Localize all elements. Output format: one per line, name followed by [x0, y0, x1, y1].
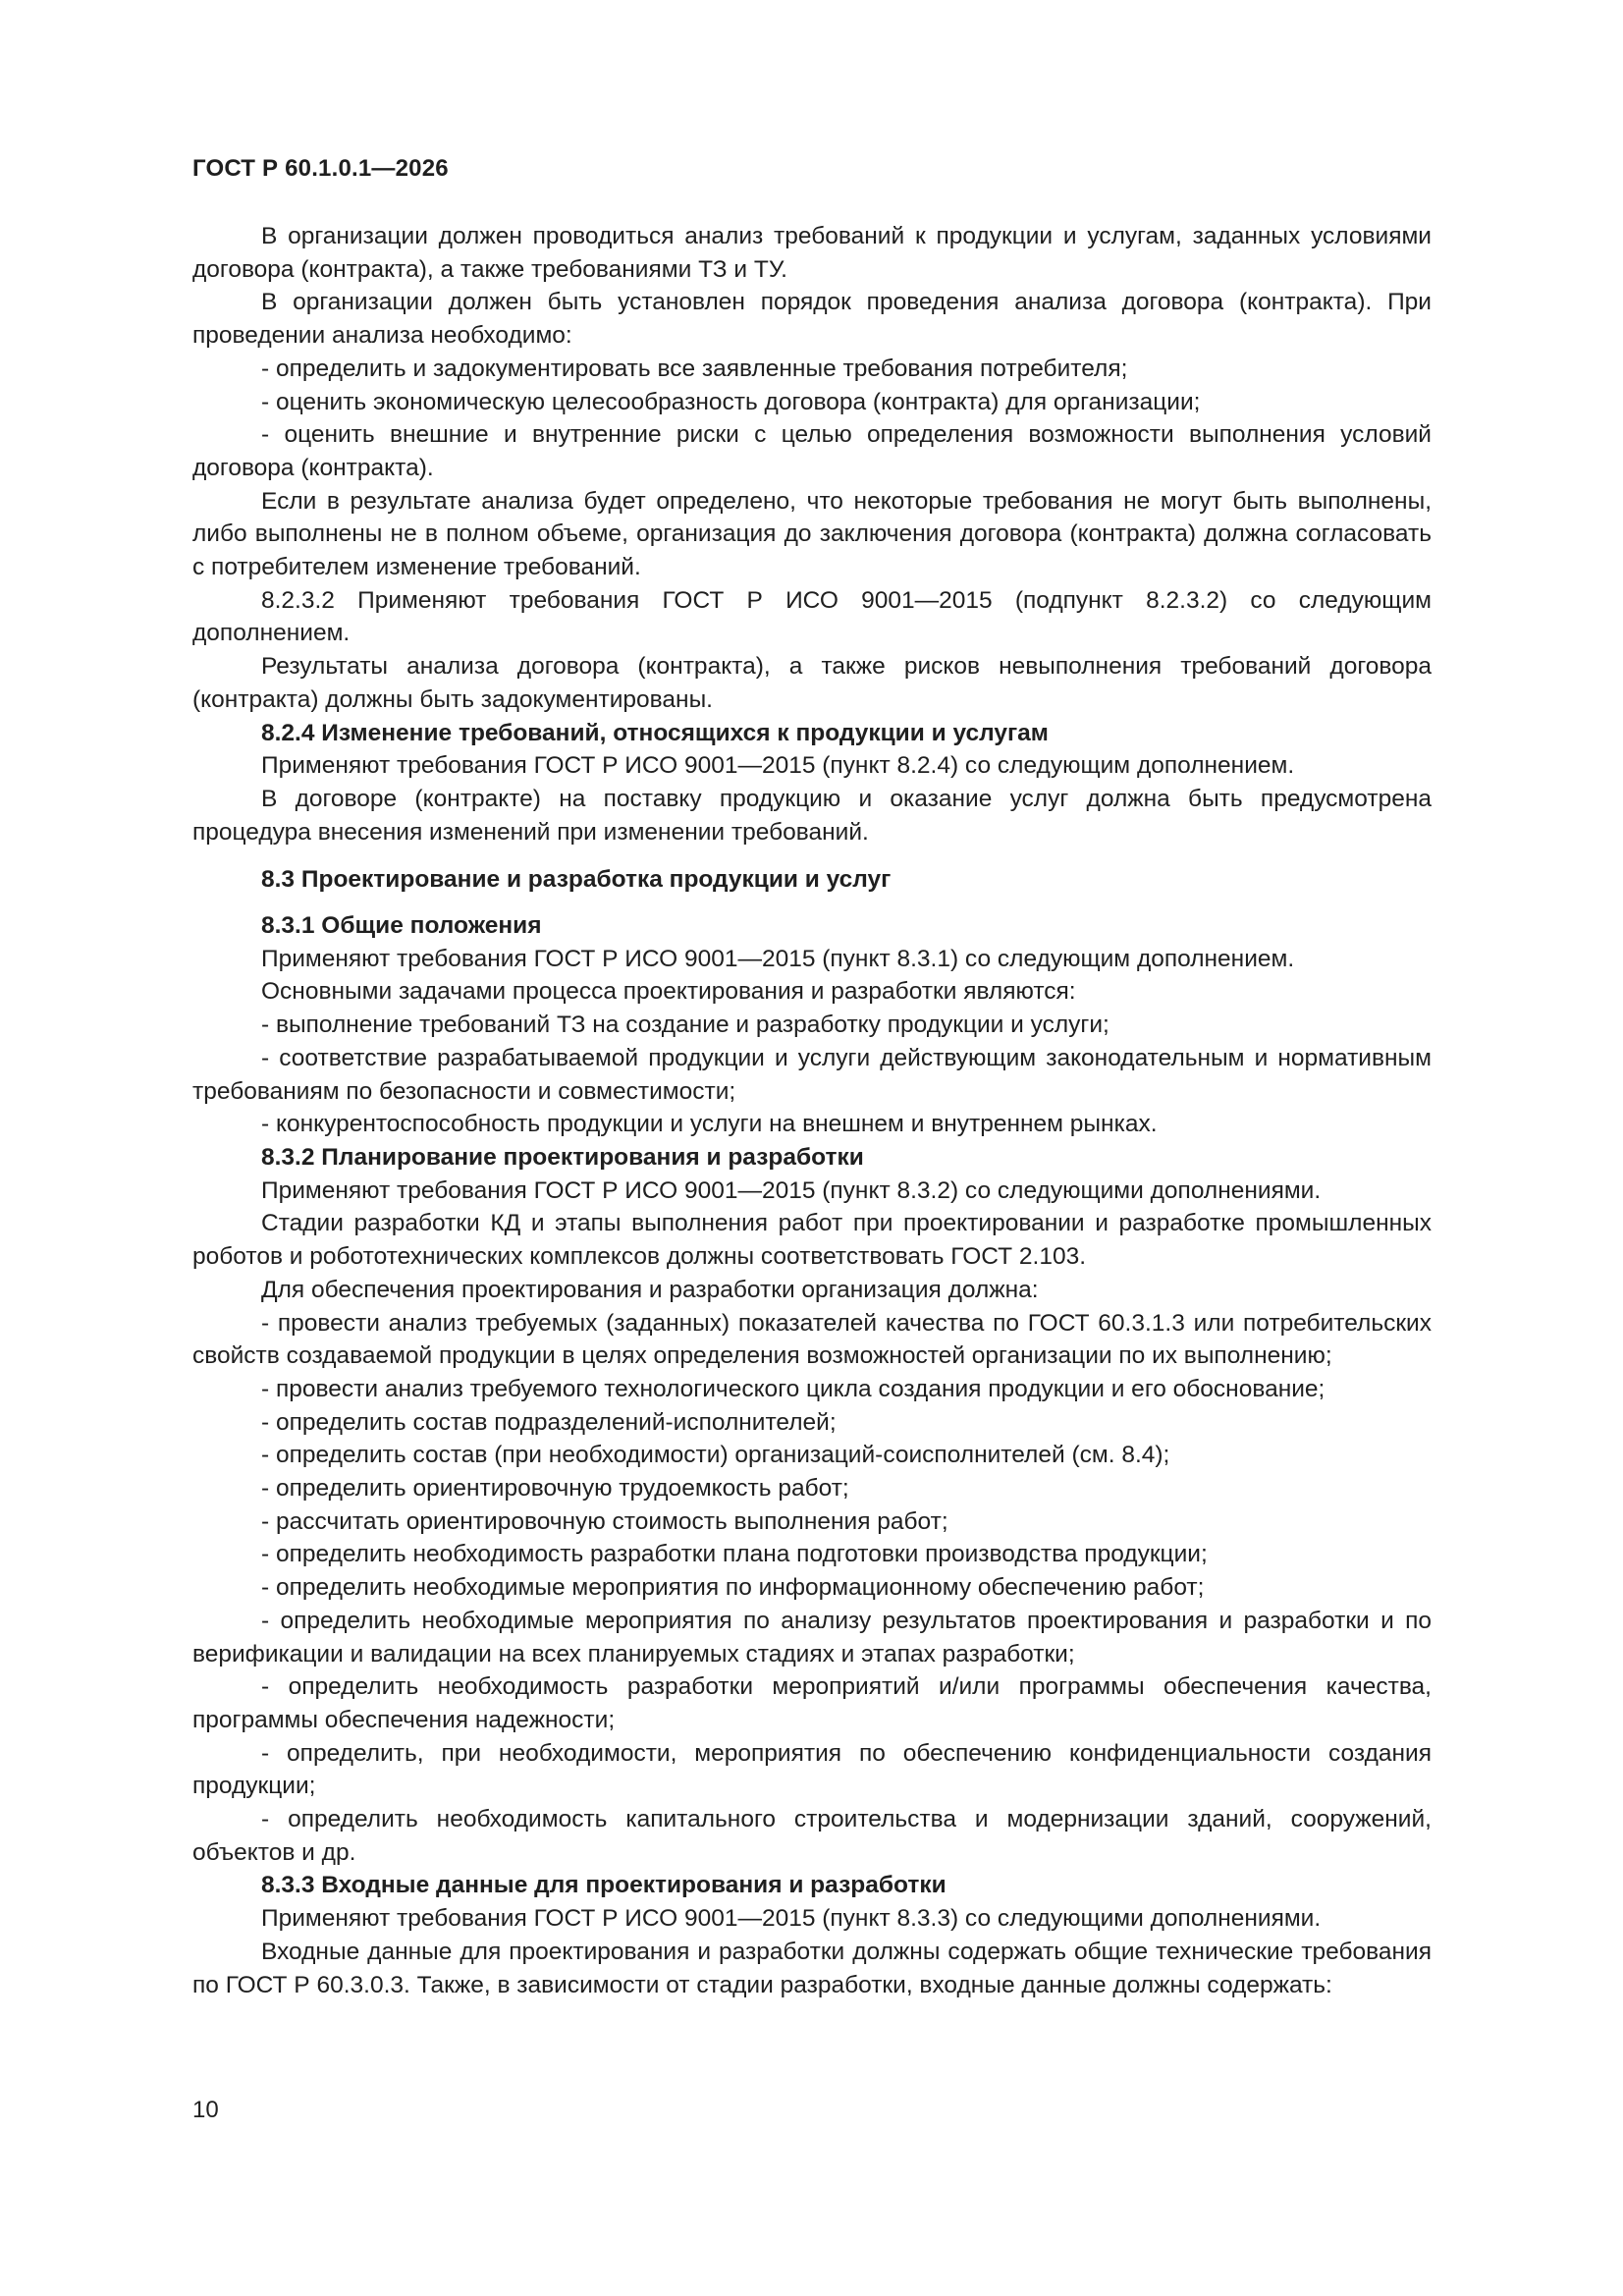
paragraph: В договоре (контракте) на поставку продукцию и оказание услуг должна быть предусмотрена процедура внесения изменений при изменении требований. — [192, 785, 1432, 846]
list-item: - определить необходимость капитального строительства и модернизации зданий, сооружений, объектов и др. — [192, 1806, 1432, 1866]
list-item: - рассчитать ориентировочную стоимость выполнения работ; — [261, 1507, 948, 1535]
list-item: - определить необходимость разработки мероприятий и/или программы обеспечения качества, программы обеспечения надежности; — [192, 1673, 1432, 1733]
list-item: - определить необходимые мероприятия по информационному обеспечению работ; — [261, 1574, 1205, 1602]
paragraph: 8.2.3.2 Применяют требования ГОСТ Р ИСО 9001—2015 (подпункт 8.2.3.2) со следующим дополнением. — [192, 586, 1432, 647]
paragraph: Стадии разработки КД и этапы выполнения работ при проектировании и разработке промышленных роботов и робототехнических комплексов должны соответствовать ГОСТ 2.103. — [192, 1210, 1432, 1271]
section-heading-8-2-4: 8.2.4 Изменение требований, относящихся к продукции и услугам — [261, 719, 1049, 746]
list-item: - определить, при необходимости, мероприятия по обеспечению конфиденциальности создания продукции; — [192, 1739, 1432, 1800]
list-item: - оценить внешние и внутренние риски с целью определения возможности выполнения условий договора (контракта). — [192, 421, 1432, 481]
list-item: - провести анализ требуемых (заданных) показателей качества по ГОСТ 60.3.1.3 или потребительских свойств создаваемой продукции в целях определения возможностей организации по их выполнению; — [192, 1309, 1432, 1370]
list-item: - выполнение требований ТЗ на создание и разработку продукции и услуги; — [261, 1011, 1109, 1039]
page-number: 10 — [192, 2097, 219, 2123]
list-item: - конкурентоспособность продукции и услуги на внешнем и внутреннем рынках. — [261, 1111, 1158, 1138]
paragraph: Результаты анализа договора (контракта), а также рисков невыполнения требований договора (контракта) должны быть задокументированы. — [192, 653, 1432, 713]
paragraph: Применяют требования ГОСТ Р ИСО 9001—2015 (пункт 8.2.4) со следующим дополнением. — [261, 752, 1295, 780]
paragraph: Если в результате анализа будет определено, что некоторые требования не могут быть выполнены, либо выполнены не в полном объеме, организация до заключения договора (контракта) должна согласовать с потребителем изменение требований. — [192, 487, 1432, 581]
section-heading-8-3-3: 8.3.3 Входные данные для проектирования и разработки — [261, 1872, 947, 1899]
list-item: - соответствие разрабатываемой продукции и услуги действующим законодательным и нормативным требованиям по безопасности и совместимости; — [192, 1044, 1432, 1105]
list-item: - определить ориентировочную трудоемкость работ; — [261, 1475, 849, 1503]
paragraph: Основными задачами процесса проектирования и разработки являются: — [261, 978, 1076, 1006]
list-item: - оценить экономическую целесообразность договора (контракта) для организации; — [261, 388, 1201, 415]
document-body — [192, 220, 1432, 2001]
paragraph: Применяют требования ГОСТ Р ИСО 9001—2015 (пункт 8.3.1) со следующим дополнением. — [261, 945, 1295, 972]
document-code-header: ГОСТ Р 60.1.0.1—2026 — [192, 155, 449, 182]
paragraph: Входные данные для проектирования и разработки должны содержать общие технические требования по ГОСТ Р 60.3.0.3. Также, в зависимости от стадии разработки, входные данные должны содержать: — [192, 1938, 1432, 1998]
list-item: - определить и задокументировать все заявленные требования потребителя; — [261, 355, 1128, 382]
paragraph: Для обеспечения проектирования и разработки организация должна: — [261, 1276, 1039, 1303]
list-item: - определить состав (при необходимости) организаций-соисполнителей (см. 8.4); — [261, 1442, 1170, 1469]
list-item: - определить необходимость разработки плана подготовки производства продукции; — [261, 1541, 1208, 1568]
section-heading-8-3-2: 8.3.2 Планирование проектирования и разработки — [261, 1143, 864, 1171]
list-item: - определить необходимые мероприятия по анализу результатов проектирования и разработки и по верификации и валидации на всех планируемых стадиях и этапах разработки; — [192, 1607, 1432, 1667]
paragraph: Применяют требования ГОСТ Р ИСО 9001—2015 (пункт 8.3.2) со следующими дополнениями. — [261, 1176, 1322, 1204]
paragraph: В организации должен проводиться анализ требований к продукции и услугам, заданных условиями договора (контракта), а также требованиями ТЗ и ТУ. — [192, 223, 1432, 283]
list-item: - определить состав подразделений-исполнителей; — [261, 1408, 837, 1436]
paragraph: В организации должен быть установлен порядок проведения анализа договора (контракта). При проведении анализа необходимо: — [192, 289, 1432, 350]
section-heading-8-3-1: 8.3.1 Общие положения — [261, 912, 542, 940]
paragraph: Применяют требования ГОСТ Р ИСО 9001—2015 (пункт 8.3.3) со следующими дополнениями. — [261, 1905, 1322, 1933]
list-item: - провести анализ требуемого технологического цикла создания продукции и его обоснование; — [261, 1375, 1325, 1402]
section-heading-8-3: 8.3 Проектирование и разработка продукции и услуг — [261, 866, 892, 894]
